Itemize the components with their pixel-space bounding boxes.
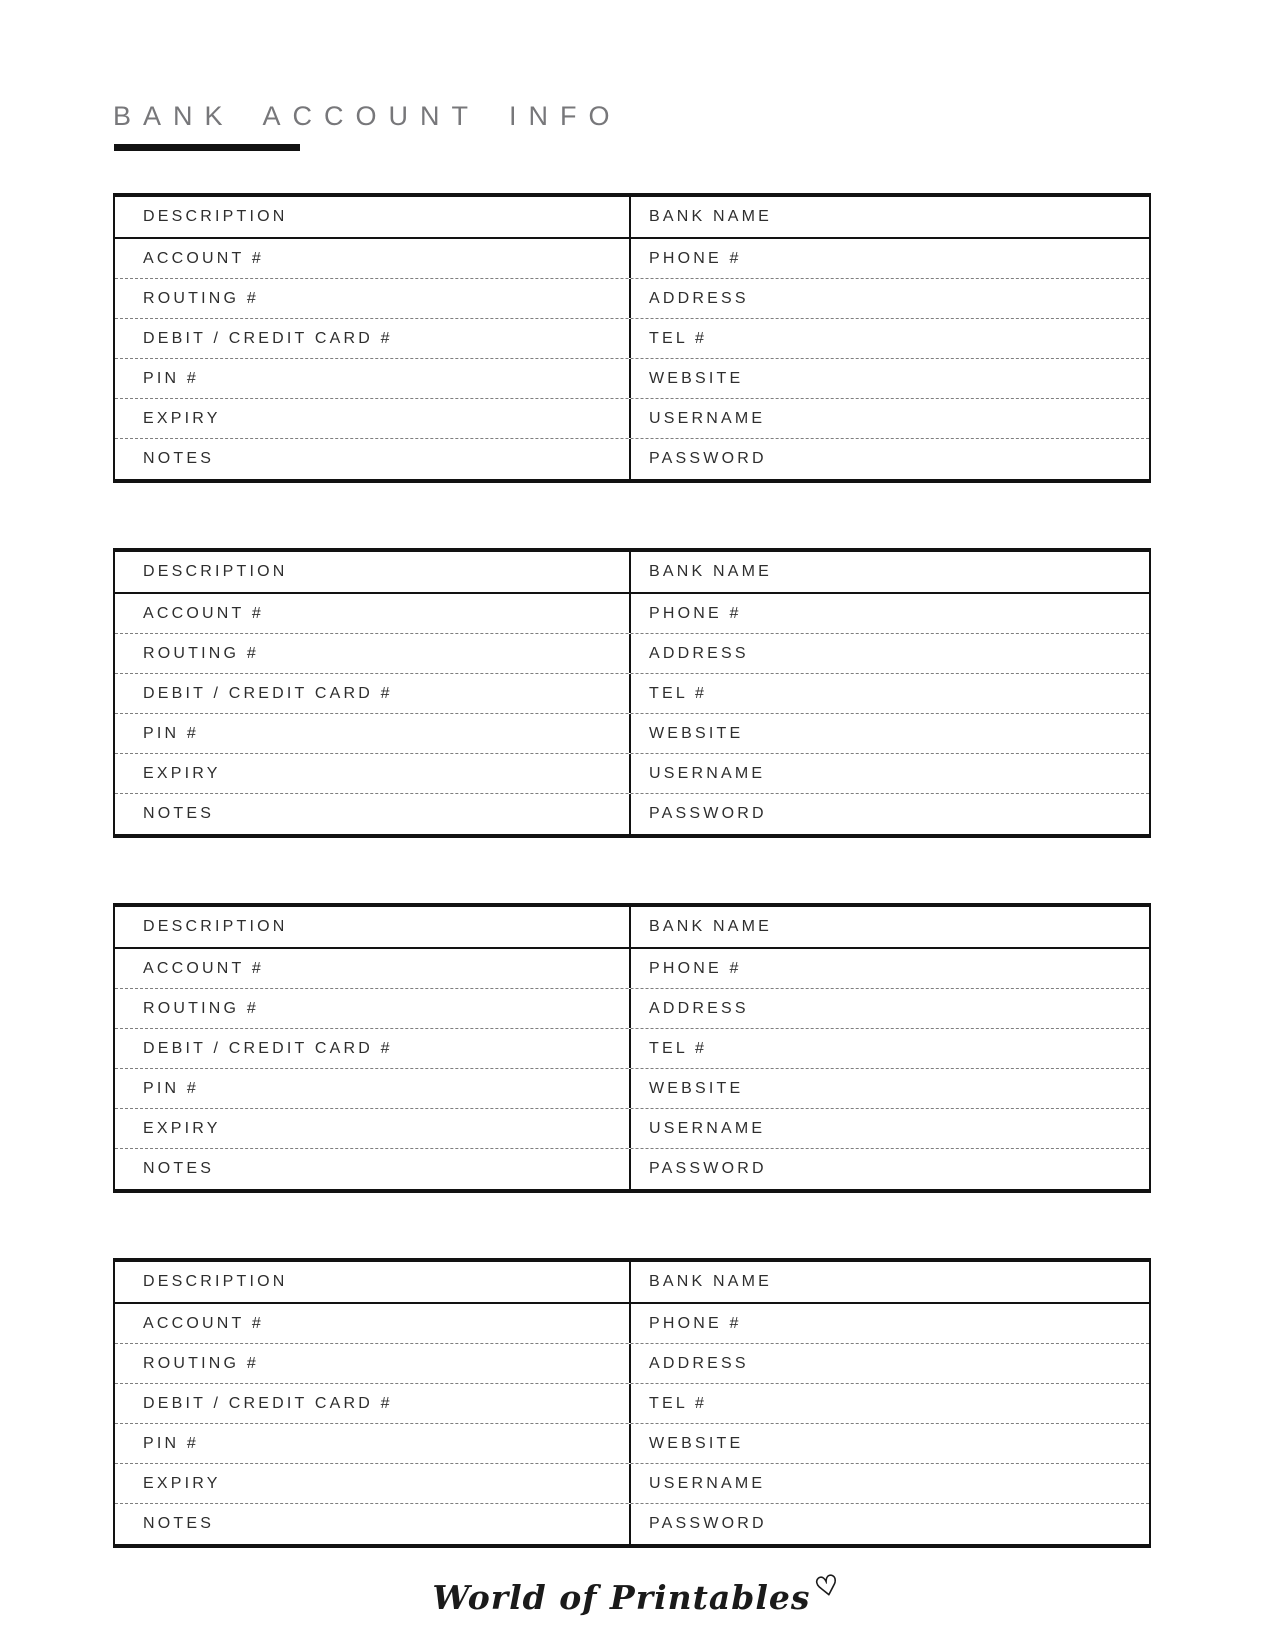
label-address: ADDRESS <box>649 1354 749 1372</box>
table-row <box>115 1149 1149 1189</box>
table-row <box>115 1504 1149 1544</box>
label-website: WEBSITE <box>649 369 744 387</box>
page-title: BANK ACCOUNT INFO <box>113 101 622 131</box>
label-pin-number: PIN # <box>115 714 631 753</box>
table-header-row <box>115 197 1149 239</box>
label-password: PASSWORD <box>649 1515 767 1532</box>
column-header-description: DESCRIPTION <box>115 907 631 947</box>
label-username: USERNAME <box>649 1474 766 1492</box>
bank-account-table-2 <box>113 548 1151 838</box>
label-expiry: EXPIRY <box>115 754 631 793</box>
label-account-number: ACCOUNT # <box>115 949 631 988</box>
label-routing-number: ROUTING # <box>115 634 631 673</box>
label-website: WEBSITE <box>649 724 744 742</box>
title-underline <box>114 144 300 151</box>
label-debit-credit-card-number: DEBIT / CREDIT CARD # <box>115 674 631 713</box>
label-routing-number: ROUTING # <box>115 279 631 318</box>
label-notes: NOTES <box>115 1149 631 1189</box>
label-password: PASSWORD <box>649 1160 767 1177</box>
label-username: USERNAME <box>649 764 766 782</box>
label-address: ADDRESS <box>649 999 749 1017</box>
table-row <box>115 1384 1149 1424</box>
table-row <box>115 279 1149 319</box>
table-row <box>115 674 1149 714</box>
label-pin-number: PIN # <box>115 1424 631 1463</box>
table-row <box>115 594 1149 634</box>
table-row <box>115 1029 1149 1069</box>
table-row <box>115 1109 1149 1149</box>
label-notes: NOTES <box>115 1504 631 1544</box>
label-phone-number: PHONE # <box>649 249 742 267</box>
label-account-number: ACCOUNT # <box>115 239 631 278</box>
column-header-description: DESCRIPTION <box>115 1262 631 1302</box>
label-debit-credit-card-number: DEBIT / CREDIT CARD # <box>115 1384 631 1423</box>
label-debit-credit-card-number: DEBIT / CREDIT CARD # <box>115 1029 631 1068</box>
bank-account-table-1 <box>113 193 1151 483</box>
table-header-row <box>115 1262 1149 1304</box>
label-tel-number: TEL # <box>649 1394 708 1412</box>
label-website: WEBSITE <box>649 1079 744 1097</box>
label-expiry: EXPIRY <box>115 1109 631 1148</box>
label-phone-number: PHONE # <box>649 959 742 977</box>
label-password: PASSWORD <box>649 450 767 467</box>
column-header-bank-name: BANK NAME <box>649 918 773 935</box>
table-row <box>115 1464 1149 1504</box>
table-row <box>115 754 1149 794</box>
table-row <box>115 239 1149 279</box>
table-row <box>115 634 1149 674</box>
table-row <box>115 439 1149 479</box>
table-row <box>115 359 1149 399</box>
table-row <box>115 319 1149 359</box>
table-header-row <box>115 907 1149 949</box>
label-account-number: ACCOUNT # <box>115 594 631 633</box>
heart-icon: ♡ <box>812 1569 843 1604</box>
table-header-row <box>115 552 1149 594</box>
label-password: PASSWORD <box>649 805 767 822</box>
brand-logo <box>0 1569 1275 1617</box>
label-tel-number: TEL # <box>649 329 708 347</box>
column-header-description: DESCRIPTION <box>115 197 631 237</box>
table-row <box>115 1424 1149 1464</box>
label-notes: NOTES <box>115 794 631 834</box>
label-address: ADDRESS <box>649 644 749 662</box>
label-pin-number: PIN # <box>115 1069 631 1108</box>
label-routing-number: ROUTING # <box>115 989 631 1028</box>
column-header-bank-name: BANK NAME <box>649 208 773 225</box>
table-row <box>115 989 1149 1029</box>
label-tel-number: TEL # <box>649 1039 708 1057</box>
label-debit-credit-card-number: DEBIT / CREDIT CARD # <box>115 319 631 358</box>
column-header-bank-name: BANK NAME <box>649 1273 773 1290</box>
brand-logo-text: World of Printables <box>432 1578 811 1617</box>
table-row <box>115 399 1149 439</box>
table-row <box>115 714 1149 754</box>
column-header-description: DESCRIPTION <box>115 552 631 592</box>
label-phone-number: PHONE # <box>649 1314 742 1332</box>
label-expiry: EXPIRY <box>115 399 631 438</box>
label-account-number: ACCOUNT # <box>115 1304 631 1343</box>
column-header-bank-name: BANK NAME <box>649 563 773 580</box>
label-website: WEBSITE <box>649 1434 744 1452</box>
table-row <box>115 949 1149 989</box>
label-notes: NOTES <box>115 439 631 479</box>
tables-section <box>113 193 1151 1613</box>
bank-account-table-3 <box>113 903 1151 1193</box>
label-phone-number: PHONE # <box>649 604 742 622</box>
label-expiry: EXPIRY <box>115 1464 631 1503</box>
label-tel-number: TEL # <box>649 684 708 702</box>
table-row <box>115 1344 1149 1384</box>
table-row <box>115 794 1149 834</box>
label-pin-number: PIN # <box>115 359 631 398</box>
label-address: ADDRESS <box>649 289 749 307</box>
table-row <box>115 1069 1149 1109</box>
label-username: USERNAME <box>649 409 766 427</box>
table-row <box>115 1304 1149 1344</box>
label-username: USERNAME <box>649 1119 766 1137</box>
label-routing-number: ROUTING # <box>115 1344 631 1383</box>
bank-account-table-4 <box>113 1258 1151 1548</box>
